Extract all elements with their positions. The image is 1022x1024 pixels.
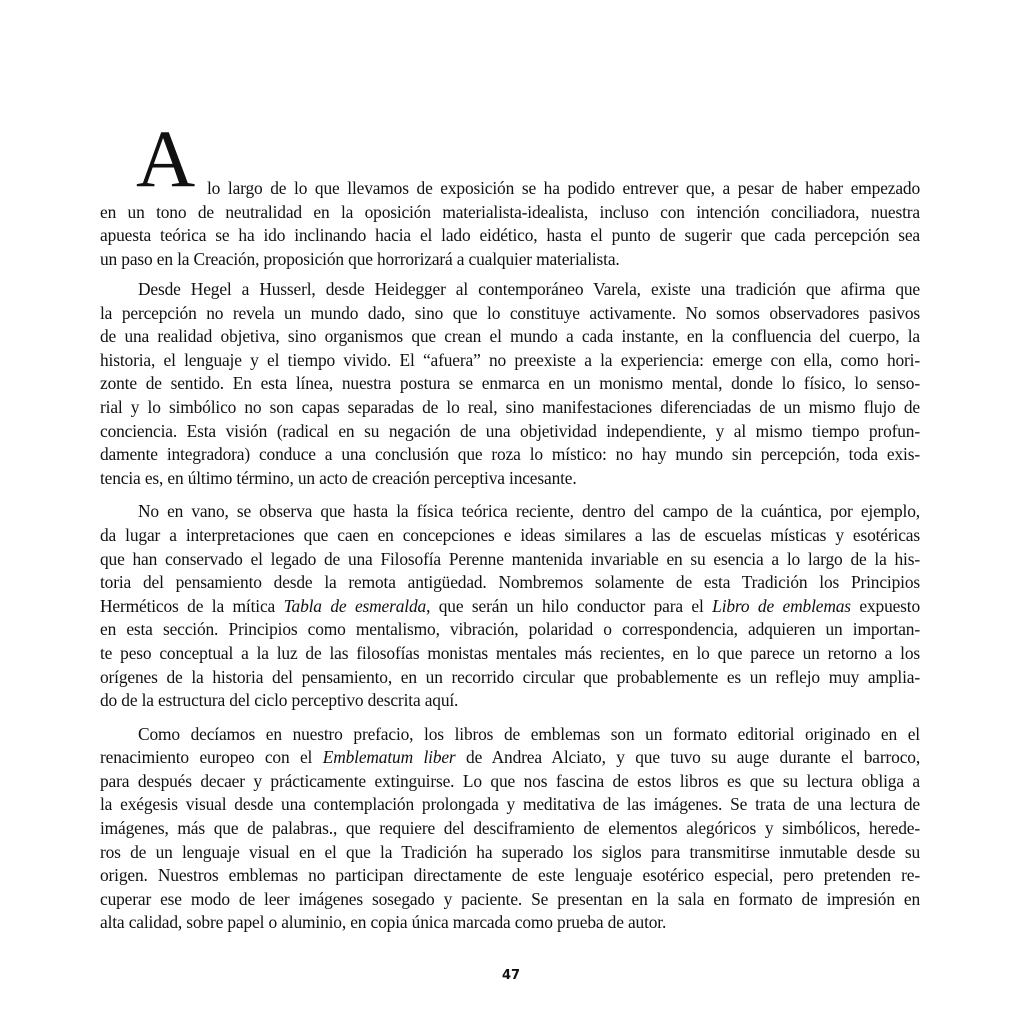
paragraph-line: Desde Hegel a Husserl, desde Heidegger al contemporáneo Varela, existe una tradición que afirma que bbox=[138, 279, 920, 299]
paragraph-line: la percepción no revela un mundo dado, sino que lo constituye activamente. No somos observadores pasivos bbox=[100, 302, 920, 323]
paragraph-line: tencia es, en último término, un acto de creación perceptiva incesante. bbox=[100, 467, 577, 488]
paragraph-line: la exégesis visual desde una contemplación prolongada y meditativa de las imágenes. Se trata de una lectura de bbox=[100, 794, 920, 815]
paragraph-line: rial y lo simbólico no son capas separadas de lo real, sino manifestaciones diferenciadas de un mismo flujo de bbox=[100, 396, 920, 417]
book-title: Tabla de esmeralda bbox=[283, 595, 427, 616]
paragraph-2 bbox=[100, 278, 920, 490]
paragraph-line: origen. Nuestros emblemas no participan directamente de este lenguaje esotérico especial, pero pretenden re- bbox=[100, 865, 920, 886]
paragraph-line: zonte de sentido. En esta línea, nuestra postura se enmarca en un monismo mental, donde lo físico, lo senso- bbox=[100, 373, 920, 394]
paragraph-line: ros de un lenguaje visual en el que la Tradición ha superado los siglos para transmitirse inmutable desde su bbox=[100, 841, 920, 862]
paragraph-line: apuesta teórica se ha ido inclinando hacia el lado eidético, hasta el punto de sugerir que cada percepción sea bbox=[100, 225, 920, 246]
line-text: Herméticos de la mítica bbox=[100, 595, 284, 616]
paragraph-line: que han conservado el legado de una Filosofía Perenne mantenida invariable en su esencia a lo largo de la his- bbox=[100, 548, 920, 569]
paragraph-line: te peso conceptual a la luz de las filosofías monistas mentales más recientes, en lo que parece un retorno a los bbox=[100, 642, 920, 663]
paragraph-1 bbox=[100, 113, 920, 269]
paragraph-line: en esta sección. Principios como mentalismo, vibración, polaridad o correspondencia, adquieren un importan- bbox=[100, 619, 920, 640]
line-text: renacimiento europeo con el bbox=[100, 747, 323, 768]
paragraph-line: damente integradora) conduce a una conclusión que roza lo místico: no hay mundo sin percepción, toda exis- bbox=[100, 444, 920, 465]
line-text: expuesto bbox=[850, 595, 921, 616]
paragraph-line: orígenes de la historia del pensamiento, en un recorrido circular que probablemente es un reflejo muy amplia- bbox=[100, 666, 920, 687]
paragraph-line: un paso en la Creación, proposición que horrorizará a cualquier materialista. bbox=[100, 248, 620, 269]
page-body bbox=[100, 113, 921, 935]
book-title: Emblematum liber bbox=[322, 747, 456, 768]
paragraph-line bbox=[100, 746, 920, 770]
paragraph-line: en un tono de neutralidad en la oposición materialista-idealista, incluso con intención conciliadora, nuestra bbox=[100, 201, 920, 222]
paragraph-3 bbox=[100, 500, 920, 712]
paragraph-line: No en vano, se observa que hasta la física teórica reciente, dentro del campo de la cuántica, por ejemplo, bbox=[138, 501, 920, 522]
paragraph-line: para después decaer y prácticamente extinguirse. Lo que nos fascina de estos libros es que su lectura obliga a bbox=[100, 770, 920, 791]
paragraph-line: de una realidad objetiva, sino organismos que crean el mundo a cada instante, en la confluencia del cuerpo, la bbox=[100, 326, 920, 347]
paragraph-line: imágenes, más que de palabras., que requiere del desciframiento de elementos alegóricos y simbólicos, herede- bbox=[100, 818, 920, 839]
paragraph-4 bbox=[100, 723, 920, 935]
page-number: 47 bbox=[501, 968, 521, 983]
paragraph-line: toria del pensamiento desde la remota antigüedad. Nombremos solamente de esta Tradición los Principios bbox=[100, 572, 920, 593]
paragraph-line: lo largo de lo que llevamos de exposición se ha podido entrever que, a pesar de haber empezado bbox=[207, 178, 920, 198]
paragraph-line: da lugar a interpretaciones que caen en concepciones e ideas similares a las de escuelas místicas y esotéricas bbox=[100, 524, 920, 545]
paragraph-line: do de la estructura del ciclo perceptivo descrita aquí. bbox=[100, 690, 459, 711]
paragraph-line: Como decíamos en nuestro prefacio, los libros de emblemas son un formato editorial originado en el bbox=[138, 723, 920, 744]
book-title: Libro de emblemas bbox=[712, 595, 851, 616]
paragraph-line: historia, el lenguaje y el tiempo vivido. El “afuera” no preexiste a la experiencia: emerge con ella, como hori- bbox=[100, 349, 920, 370]
line-text: , que serán un hilo conductor para el bbox=[426, 595, 713, 616]
paragraph-line: alta calidad, sobre papel o aluminio, en copia única marcada como prueba de autor. bbox=[100, 912, 667, 933]
drop-cap: A bbox=[136, 113, 196, 204]
line-text: de Andrea Alciato, y que tuvo su auge durante el barroco, bbox=[455, 747, 921, 768]
paragraph-line: conciencia. Esta visión (radical en su negación de una objetividad independiente, y al mismo tiempo profun- bbox=[100, 420, 920, 441]
paragraph-line bbox=[100, 595, 920, 619]
paragraph-line: cuperar ese modo de leer imágenes sosegado y paciente. Se presentan en la sala en formato de impresión en bbox=[100, 888, 920, 909]
